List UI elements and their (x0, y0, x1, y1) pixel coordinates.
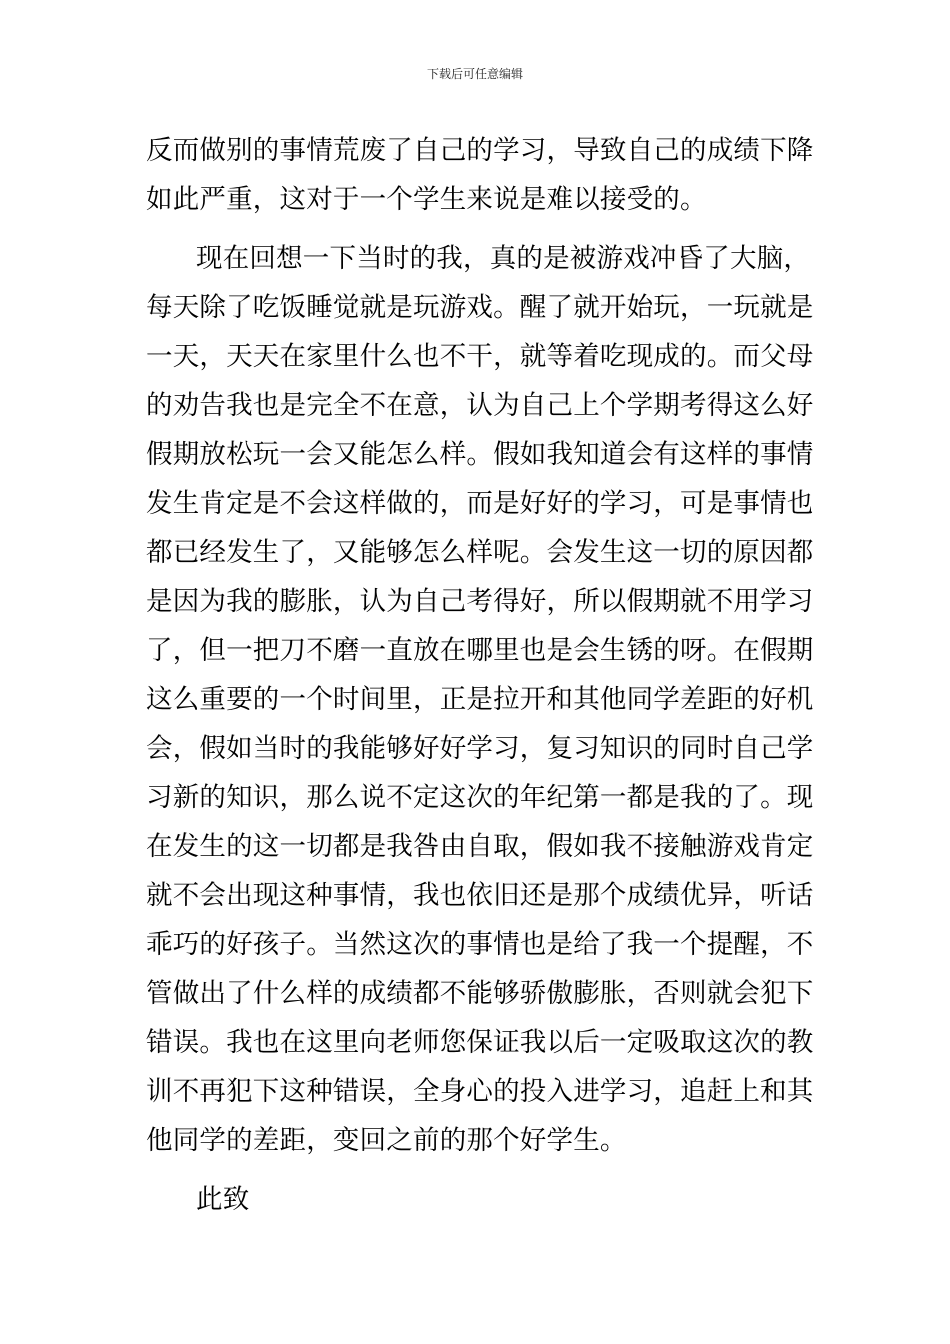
text-line: 发生肯定是不会这样做的，而是好好的学习，可是事情也 (146, 488, 814, 519)
header-note: 下载后可任意编辑 (426, 67, 523, 81)
text-line: 这么重要的一个时间里，正是拉开和其他同学差距的好机 (146, 684, 814, 715)
text-line: 假期放松玩一会又能怎么样。假如我知道会有这样的事情 (146, 439, 814, 470)
text-line: 现在回想一下当时的我，真的是被游戏冲昏了大脑， (196, 243, 811, 274)
text-line: 乖巧的好孩子。当然这次的事情也是给了我一个提醒，不 (146, 929, 814, 960)
text-line: 错误。我也在这里向老师您保证我以后一定吸取这次的教 (146, 1027, 814, 1058)
text-line: 就不会出现这种事情，我也依旧还是那个成绩优异，听话 (146, 880, 814, 911)
text-line: 的劝告我也是完全不在意，认为自己上个学期考得这么好 (146, 390, 814, 421)
letter-body (146, 126, 814, 1224)
text-line: 会，假如当时的我能够好好学习，复习知识的同时自己学 (146, 733, 814, 764)
text-line: 习新的知识，那么说不定这次的年纪第一都是我的了。现 (146, 782, 814, 813)
text-line: 是因为我的膨胀，认为自己考得好，所以假期就不用学习 (146, 586, 814, 617)
text-line: 反而做别的事情荒废了自己的学习，导致自己的成绩下降 (146, 135, 814, 166)
paragraph-1 (146, 126, 814, 224)
text-line: 管做出了什么样的成绩都不能够骄傲膨胀，否则就会犯下 (146, 978, 814, 1009)
text-line: 训不再犯下这种错误，全身心的投入进学习，追赶上和其 (146, 1076, 814, 1107)
text-line: 都已经发生了，又能够怎么样呢。会发生这一切的原因都 (146, 537, 814, 568)
text-line: 一天，天天在家里什么也不干，就等着吃现成的。而父母 (146, 341, 814, 372)
text-line: 如此严重，这对于一个学生来说是难以接受的。 (146, 184, 707, 215)
text-line: 每天除了吃饭睡觉就是玩游戏。醒了就开始玩，一玩就是 (146, 292, 814, 323)
text-line: 在发生的这一切都是我咎由自取，假如我不接触游戏肯定 (146, 831, 814, 862)
text-line: 了，但一把刀不磨一直放在哪里也是会生锈的呀。在假期 (146, 635, 814, 666)
paragraph-2 (146, 234, 814, 1165)
closing-salutation: 此致 (196, 1184, 250, 1215)
text-line: 他同学的差距，变回之前的那个好学生。 (146, 1125, 627, 1156)
